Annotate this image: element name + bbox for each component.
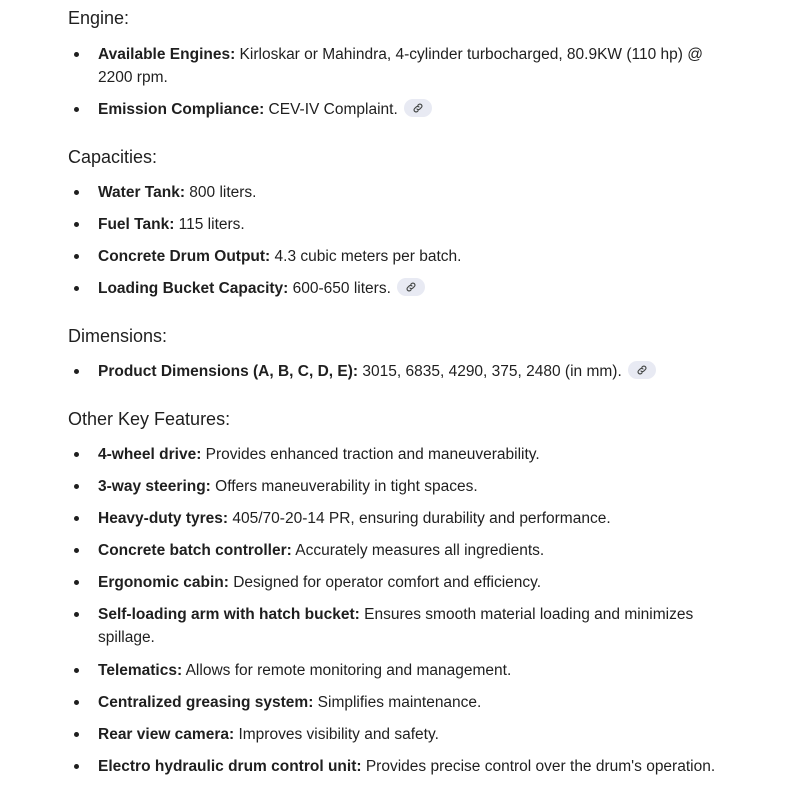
list-item-text: [98, 181, 728, 204]
bullet-dot: [74, 190, 79, 195]
section-heading-other-key-features: Other Key Features:: [68, 409, 231, 429]
list-item-label: Electro hydraulic drum control unit:: [98, 758, 362, 775]
list-item: [68, 691, 728, 714]
list-item-text: [98, 571, 728, 594]
bullet-dot: [74, 548, 79, 553]
list-item-label: Telematics:: [98, 662, 183, 679]
list-item-value: Accurately measures all ingredients.: [291, 542, 545, 559]
list-item-value: CEV-IV Complaint.: [264, 101, 398, 118]
source-link-chip[interactable]: [404, 99, 432, 117]
list-item-text: [98, 659, 728, 682]
link-icon: [636, 364, 648, 376]
source-link-chip[interactable]: [628, 361, 656, 379]
list-item-label: Emission Compliance:: [98, 101, 265, 118]
list-item-text: [98, 755, 728, 778]
list-item-text: [98, 98, 728, 121]
list-item-value: 4.3 cubic meters per batch.: [270, 248, 462, 265]
list-item: [68, 181, 728, 204]
list-item-label: Heavy-duty tyres:: [98, 510, 229, 527]
list-item: [68, 475, 728, 498]
list-item-value: Designed for operator comfort and efficiency.: [228, 574, 542, 591]
list-item-label: Available Engines:: [98, 46, 236, 63]
list-item-value: Kirloskar or Mahindra, 4-cylinder turbocharged, 80.9KW (110 hp) @ 2200 rpm.: [98, 46, 703, 86]
list-item: [68, 98, 728, 121]
list-item-text: [98, 213, 728, 236]
list-item-text: [98, 723, 728, 746]
list-item-label: Rear view camera:: [98, 726, 235, 743]
list-item: [68, 360, 728, 383]
list-item-label: Self-loading arm with hatch bucket:: [98, 606, 360, 623]
bullet-dot: [74, 286, 79, 291]
list-item-text: [98, 507, 728, 530]
list-item-value: Offers maneuverability in tight spaces.: [210, 478, 478, 495]
list-item: [68, 507, 728, 530]
list-item-value: Simplifies maintenance.: [313, 694, 482, 711]
bullet-dot: [74, 668, 79, 673]
list-item: [68, 603, 728, 649]
list-item-text: [98, 691, 728, 714]
list-item-value: 115 liters.: [174, 216, 245, 233]
bullet-dot: [74, 580, 79, 585]
section-heading-dimensions: Dimensions:: [68, 326, 168, 346]
list-item: [68, 443, 728, 466]
list-item-value: 405/70-20-14 PR, ensuring durability and performance.: [228, 510, 611, 527]
list-item: [68, 723, 728, 746]
list-item: [68, 213, 728, 236]
list-item-text: [98, 245, 728, 268]
link-icon: [405, 281, 417, 293]
list-item-label: Ergonomic cabin:: [98, 574, 229, 591]
list-item-label: Product Dimensions (A, B, C, D, E):: [98, 363, 359, 380]
list-item-label: Concrete batch controller:: [98, 542, 292, 559]
list-item-value: 600-650 liters.: [288, 280, 391, 297]
bullet-dot: [74, 732, 79, 737]
list-item-value: Provides enhanced traction and maneuverability.: [201, 446, 540, 463]
list-item-value: Improves visibility and safety.: [234, 726, 439, 743]
list-item: [68, 43, 728, 89]
list-item-label: Concrete Drum Output:: [98, 248, 271, 265]
section-heading-engine: Engine:: [68, 8, 130, 28]
list-item-value: 800 liters.: [184, 184, 257, 201]
list-item-value: 3015, 6835, 4290, 375, 2480 (in mm).: [358, 363, 622, 380]
bullet-dot: [74, 369, 79, 374]
bullet-dot: [74, 700, 79, 705]
list-item-label: Loading Bucket Capacity:: [98, 280, 289, 297]
bullet-dot: [74, 222, 79, 227]
list-item-value: Provides precise control over the drum's operation.: [361, 758, 716, 775]
list-item-text: [98, 475, 728, 498]
bullet-dot: [74, 764, 79, 769]
list-item-label: 4-wheel drive:: [98, 446, 202, 463]
list-item: [68, 571, 728, 594]
list-item-value: Ensures smooth material loading and minimizes spillage.: [98, 606, 694, 646]
list-item: [68, 245, 728, 268]
list-item-text: [98, 443, 728, 466]
list-item-text: [98, 360, 728, 383]
bullet-dot: [74, 52, 79, 57]
bullet-dot: [74, 516, 79, 521]
bullet-dot: [74, 484, 79, 489]
source-link-chip[interactable]: [397, 278, 425, 296]
bullet-dot: [74, 452, 79, 457]
list-item: [68, 277, 728, 300]
list-item: [68, 659, 728, 682]
list-item-label: Fuel Tank:: [98, 216, 175, 233]
list-item-label: Centralized greasing system:: [98, 694, 314, 711]
bullet-dot: [74, 254, 79, 259]
bullet-dot: [74, 612, 79, 617]
list-item-text: [98, 277, 728, 300]
list-item: [68, 539, 728, 562]
link-icon: [412, 102, 424, 114]
bullet-dot: [74, 107, 79, 112]
list-item-label: 3-way steering:: [98, 478, 211, 495]
section-heading-capacities: Capacities:: [68, 147, 158, 167]
list-item-text: [98, 603, 728, 649]
list-item-text: [98, 539, 728, 562]
list-item-text: [98, 43, 728, 89]
list-item-value: Allows for remote monitoring and management.: [182, 662, 512, 679]
list-item: [68, 755, 728, 778]
list-item-label: Water Tank:: [98, 184, 185, 201]
